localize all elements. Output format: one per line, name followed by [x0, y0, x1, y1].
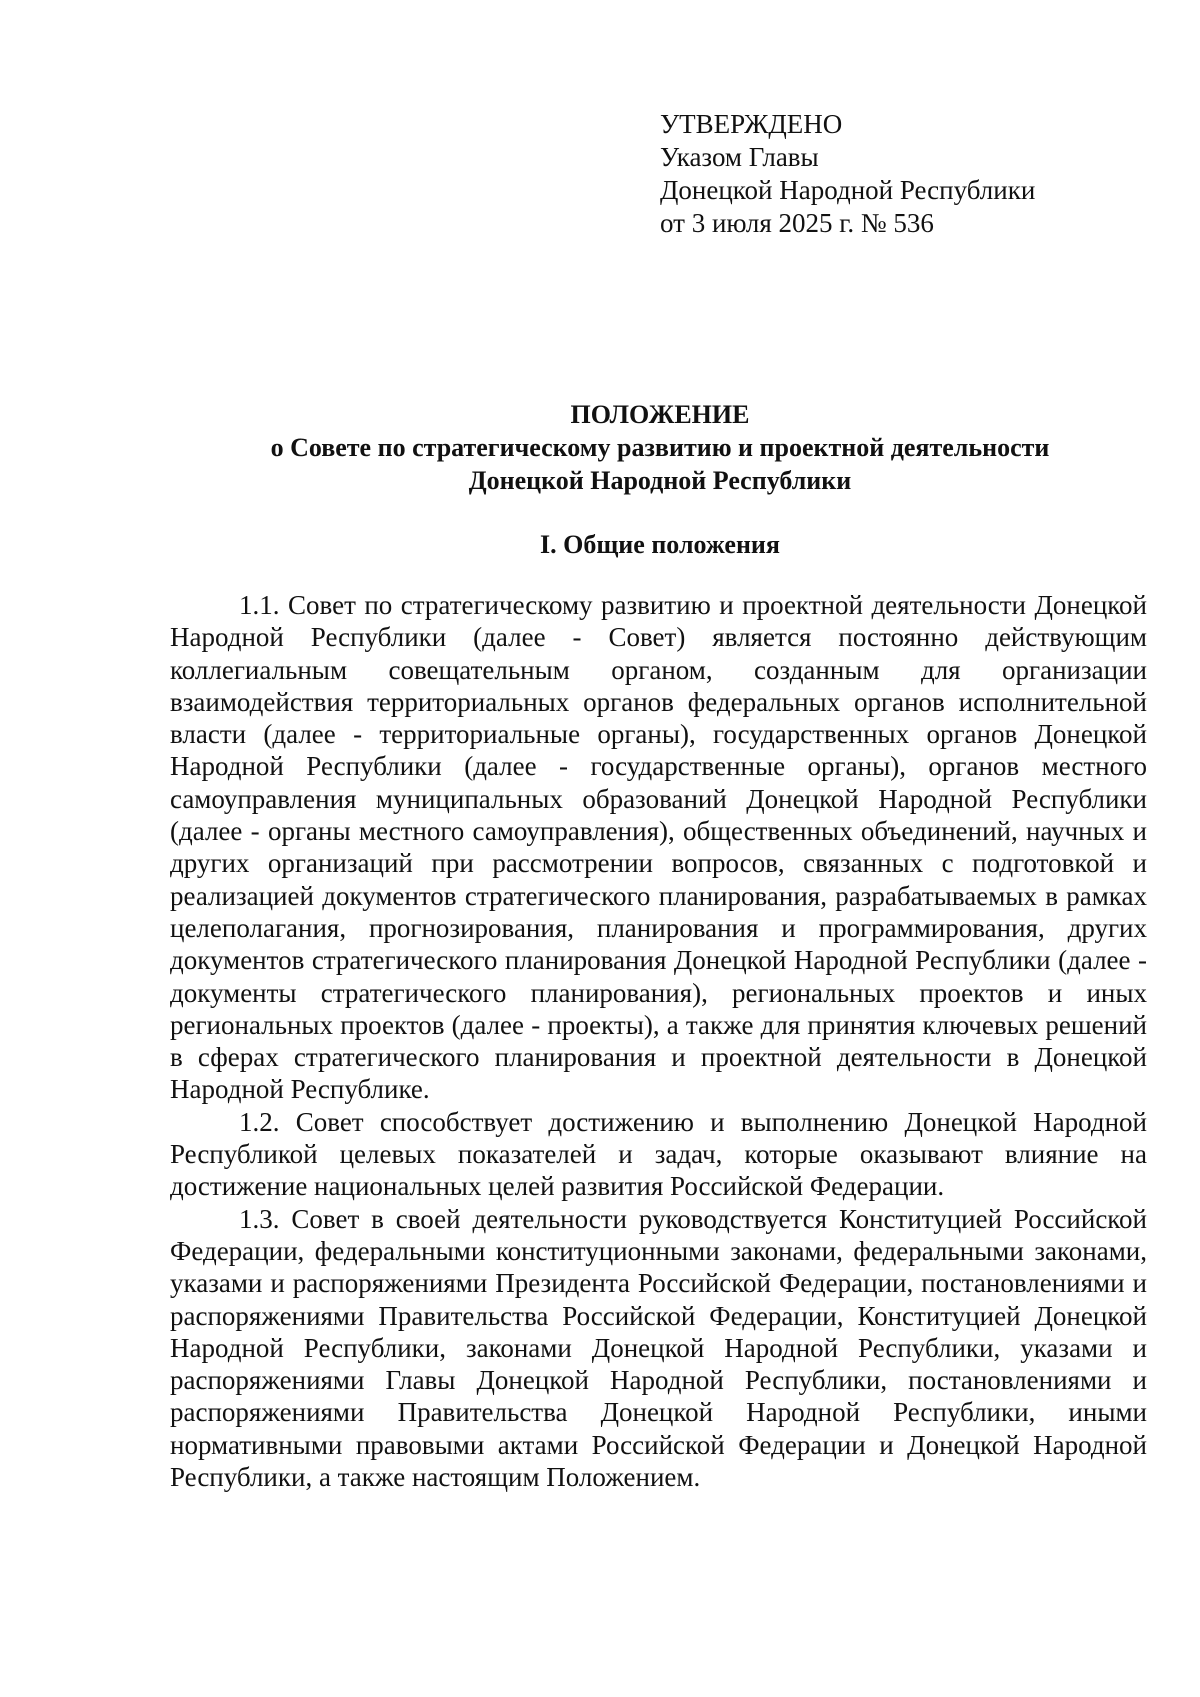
- document-title-block: [120, 398, 1200, 497]
- paragraph-1-3: 1.3. Совет в своей деятельности руководствуется Конституцией Российской Федерации, федеральными конституционными законами, федеральными законами, указами и распоряжениями Президента Российской Федерации, постановлениями и распоряжениями Правительства Российской Федерации, Конституцией Донецкой Народной Республики, законами Донецкой Народной Республики, указами и распоряжениями Главы Донецкой Народной Республики, постановлениями и распоряжениями Правительства Донецкой Народной Республики, иными нормативными правовыми актами Российской Федерации и Донецкой Народной Республики, а также настоящим Положением.: [170, 1203, 1147, 1493]
- document-title: ПОЛОЖЕНИЕ: [570, 400, 750, 429]
- approved-label: УТВЕРЖДЕНО: [660, 109, 843, 139]
- document-subtitle-line-2: Донецкой Народной Республики: [468, 466, 852, 495]
- paragraph-1-1: 1.1. Совет по стратегическому развитию и проектной деятельности Донецкой Народной Республики (далее - Совет) является постоянно действующим коллегиальным совещательным органом, созданным для организации взаимодействия территориальных органов федеральных органов исполнительной власти (далее - территориальные органы), государственных органов Донецкой Народной Республики (далее - государственные органы), органов местного самоуправления муниципальных образований Донецкой Народной Республики (далее - органы местного самоуправления), общественных объединений, научных и других организаций при рассмотрении вопросов, связанных с подготовкой и реализацией документов стратегического планирования, разрабатываемых в рамках целеполагания, прогнозирования, планирования и программирования, других документов стратегического планирования Донецкой Народной Республики (далее - документы стратегического планирования), региональных проектов и иных региональных проектов (далее - проекты), а также для принятия ключевых решений в сферах стратегического планирования и проектной деятельности в Донецкой Народной Республике.: [170, 590, 1147, 1105]
- document-body: [170, 589, 1147, 1493]
- approval-decree-line: Указом Главы: [660, 142, 819, 172]
- approval-stamp-block: [660, 108, 1035, 240]
- document-subtitle-line-1: о Совете по стратегическому развитию и проектной деятельности: [270, 433, 1050, 462]
- approval-republic-line: Донецкой Народной Республики: [660, 175, 1036, 205]
- section-heading: I. Общие положения: [540, 530, 780, 559]
- approval-date-number-line: от 3 июля 2025 г. № 536: [660, 208, 934, 238]
- paragraph-1-2: 1.2. Совет способствует достижению и выполнению Донецкой Народной Республикой целевых показателей и задач, которые оказывают влияние на достижение национальных целей развития Российской Федерации.: [170, 1106, 1147, 1202]
